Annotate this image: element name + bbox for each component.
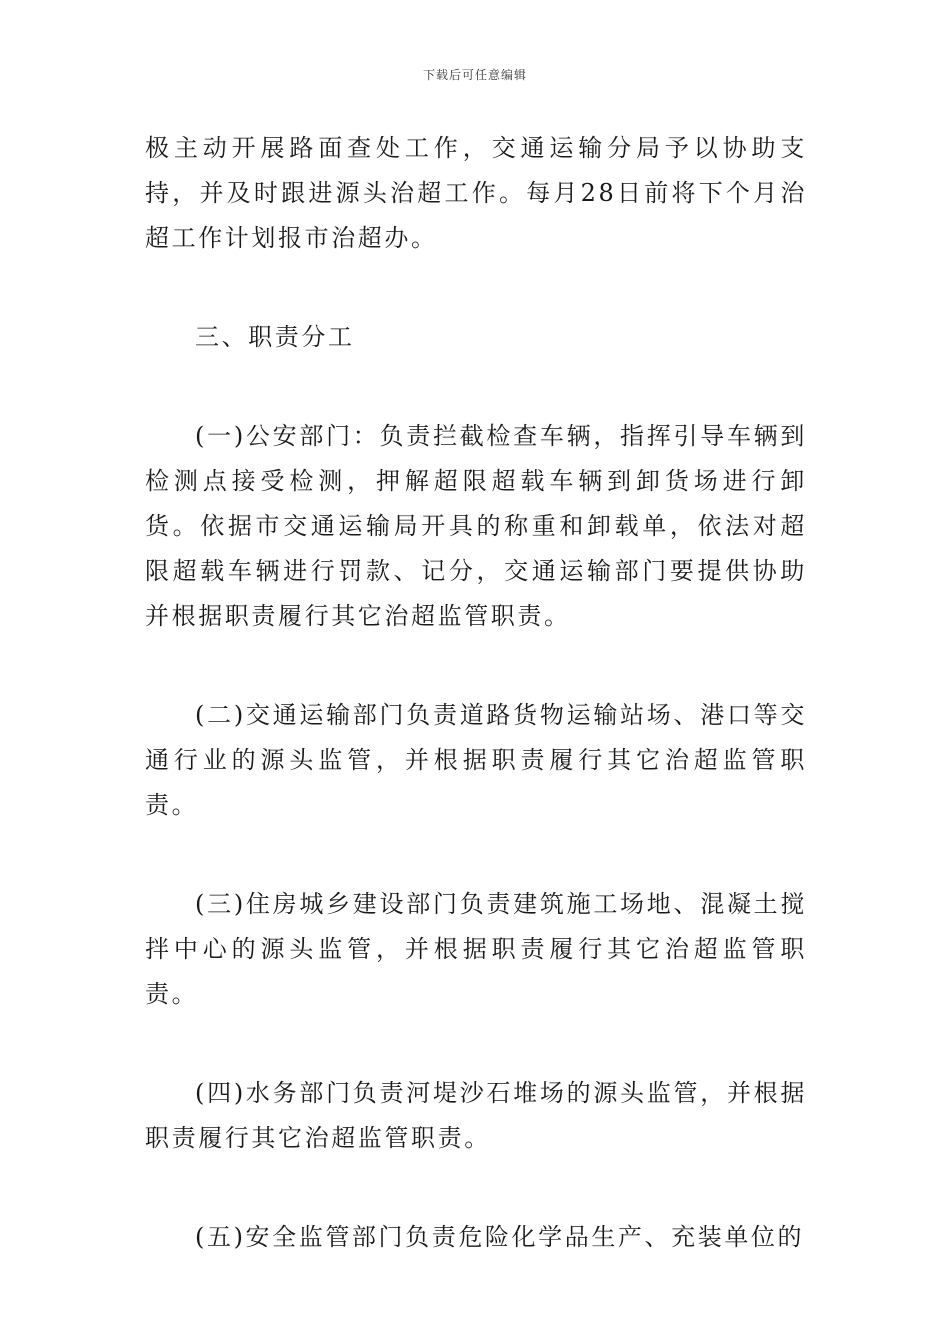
paragraph-housing-construction: (三)住房城乡建设部门负责建筑施工场地、混凝土搅拌中心的源头监管，并根据职责履行其它治超监管职责。 [145, 890, 807, 1008]
paragraph-continuation: 极主动开展路面查处工作，交通运输分局予以协助支持，并及时跟进源头治超工作。每月28日前将下个月治超工作计划报市治超办。 [145, 134, 807, 252]
paragraph-safety-supervision: (五)安全监管部门负责危险化学品生产、充装单位的 [195, 1223, 805, 1251]
paragraph-water-affairs: (四)水务部门负责河堤沙石堆场的源头监管，并根据职责履行其它治超监管职责。 [145, 1079, 807, 1152]
paragraph-transport: (二)交通运输部门负责道路货物运输站场、港口等交通行业的源头监管，并根据职责履行其它治超监管职责。 [145, 701, 807, 819]
document-body [145, 126, 807, 1260]
paragraph-public-security: (一)公安部门：负责拦截检查车辆，指挥引导车辆到检测点接受检测，押解超限超载车辆到卸货场进行卸货。依据市交通运输局开具的称重和卸载单，依法对超限超载车辆进行罚款、记分，交通运输部门要提供协助并根据职责履行其它治超监管职责。 [145, 422, 807, 630]
page-header-note: 下载后可任意编辑 [422, 68, 527, 82]
section-heading-duties: 三、职责分工 [195, 323, 355, 351]
